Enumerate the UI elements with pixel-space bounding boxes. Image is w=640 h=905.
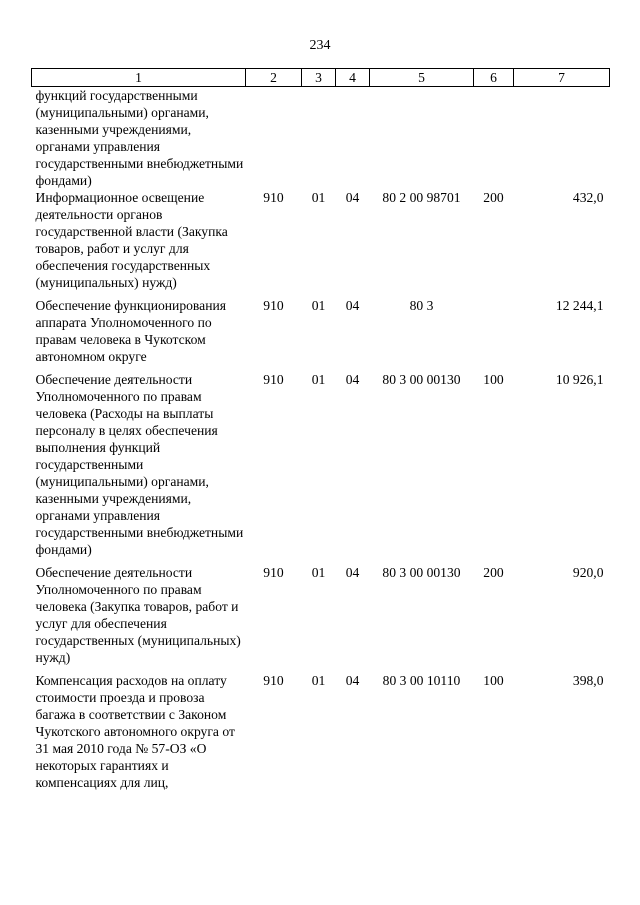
col-header-4: 4: [336, 69, 370, 87]
header-row: [32, 69, 610, 87]
row-expense-type: [474, 297, 514, 371]
col-header-7: 7: [514, 69, 610, 87]
row-description: Обеспечение деятельности Уполномоченного по правам человека (Закупка товаров, работ и услуг для обеспечения государственных (муниципальных) нужд): [35, 565, 241, 665]
budget-table: [31, 68, 610, 797]
row-subsection: 04: [345, 298, 360, 313]
row-target-code: 80 3 00 10110: [382, 673, 461, 688]
row-target-code: 80 2 00 98701: [382, 190, 461, 205]
row-grbs: 910: [263, 372, 284, 387]
table-row: [32, 672, 610, 797]
row-subsection: 04: [345, 372, 360, 387]
row-description: Компенсация расходов на оплату стоимости проезда и провоза багажа в соответствии с Законом Чукотского автономного округа от 31 мая 2010 года № 57-ОЗ «О некоторых гарантиях и компенсациях для лиц,: [35, 673, 235, 790]
row-target-code: 80 3 00 00130: [382, 372, 461, 387]
row-amount: 398,0: [572, 673, 604, 688]
col-header-5: 5: [370, 69, 474, 87]
row-grbs: 910: [263, 298, 284, 313]
row-target-code: 80 3: [409, 298, 434, 313]
row-amount: 920,0: [572, 565, 604, 580]
row-section: 01: [311, 298, 326, 313]
page-number: 234: [309, 38, 331, 53]
row-target-code: 80 3 00 00130: [382, 565, 461, 580]
row-amount: 432,0: [572, 190, 604, 205]
col-header-3: 3: [302, 69, 336, 87]
table-row: [32, 564, 610, 672]
row-section: 01: [311, 565, 326, 580]
row-amount: 10 926,1: [555, 372, 604, 387]
col-header-6: 6: [474, 69, 514, 87]
row-subsection: 04: [345, 673, 360, 688]
row-expense-type: 100: [483, 372, 504, 387]
row-section: 01: [311, 190, 326, 205]
row-description: Обеспечение деятельности Уполномоченного по правам человека (Расходы на выплаты персоналу в целях обеспечения выполнения функций государственными (муниципальными) органами, казенными учреждениями, органами управления государственными внебюджетными фондами): [35, 372, 244, 557]
table-row: [32, 371, 610, 564]
row-description: Информационное освещение деятельности органов государственной власти (Закупка товаров, работ и услуг для обеспечения государственных (муниципальных) нужд): [35, 190, 228, 290]
row-expense-type: 200: [483, 565, 504, 580]
col-header-1: 1: [32, 69, 246, 87]
continuation-row: [32, 87, 610, 190]
row-expense-type: 200: [483, 190, 504, 205]
row-description: Обеспечение функционирования аппарата Уполномоченного по правам человека в Чукотском автономном округе: [35, 298, 226, 364]
row-grbs: 910: [263, 673, 284, 688]
table-row: [32, 189, 610, 297]
row-grbs: 910: [263, 190, 284, 205]
row-section: 01: [311, 372, 326, 387]
row-amount: 12 244,1: [555, 298, 604, 313]
row-grbs: 910: [263, 565, 284, 580]
continuation-text: функций государственными (муниципальными) органами, казенными учреждениями, органами управления государственными внебюджетными фондами): [35, 88, 244, 188]
row-expense-type: 100: [483, 673, 504, 688]
row-section: 01: [311, 673, 326, 688]
table-row: [32, 297, 610, 371]
row-subsection: 04: [345, 565, 360, 580]
row-subsection: 04: [345, 190, 360, 205]
col-header-2: 2: [246, 69, 302, 87]
